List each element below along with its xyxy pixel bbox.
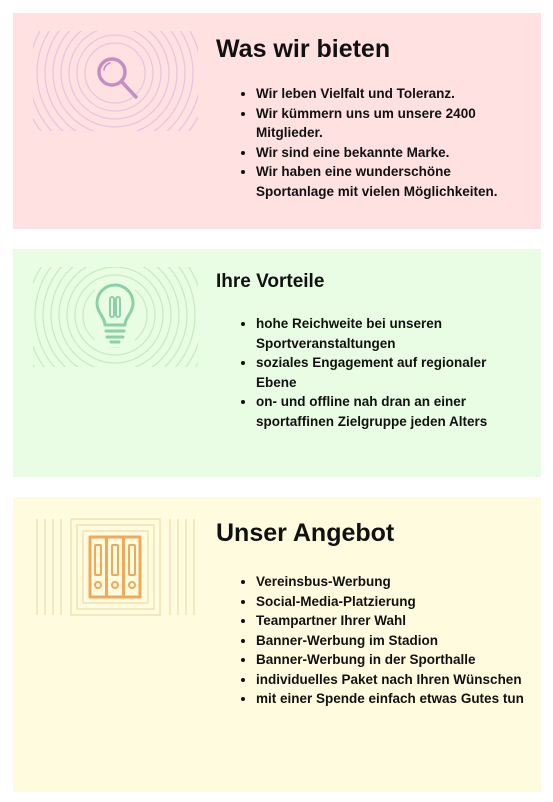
list-item: • individuelles Paket nach Ihren Wünschen (256, 670, 527, 690)
feature-list (216, 572, 527, 709)
list-item: • mit einer Spende einfach etwas Gutes tun (256, 689, 527, 709)
list-item: • Wir leben Vielfalt und Toleranz. (256, 84, 527, 104)
feature-list (216, 314, 527, 431)
list-item: • Social-Media-Platzierung (256, 592, 527, 612)
card-title: Was wir bieten (216, 35, 391, 63)
list-item: • Banner-Werbung in der Sporthalle (256, 650, 527, 670)
magnifier-icon (33, 31, 198, 131)
card-title: Unser Angebot (216, 519, 395, 547)
offer-card-ihre-vorteile (13, 249, 541, 477)
list-item: • on- und offline nah dran an einer sportaffinen Zielgruppe jeden Alters (256, 392, 527, 431)
list-item: • Banner-Werbung im Stadion (256, 631, 527, 651)
offer-card-unser-angebot (13, 497, 541, 792)
lightbulb-icon (33, 267, 198, 367)
feature-list (216, 84, 527, 201)
card-title: Ihre Vorteile (216, 271, 325, 292)
list-item: • Wir kümmern uns um unsere 2400 Mitglieder. (256, 104, 527, 143)
list-item: • Teampartner Ihrer Wahl (256, 611, 527, 631)
offer-card-was-wir-bieten (13, 13, 541, 229)
list-item: • soziales Engagement auf regionaler Ebene (256, 353, 527, 392)
list-item: • Vereinsbus-Werbung (256, 572, 527, 592)
list-item: • Wir haben eine wunderschöne Sportanlage mit vielen Möglichkeiten. (256, 162, 527, 201)
list-item: • Wir sind eine bekannte Marke. (256, 143, 527, 163)
binders-icon (33, 517, 198, 617)
list-item: • hohe Reichweite bei unseren Sportveranstaltungen (256, 314, 527, 353)
